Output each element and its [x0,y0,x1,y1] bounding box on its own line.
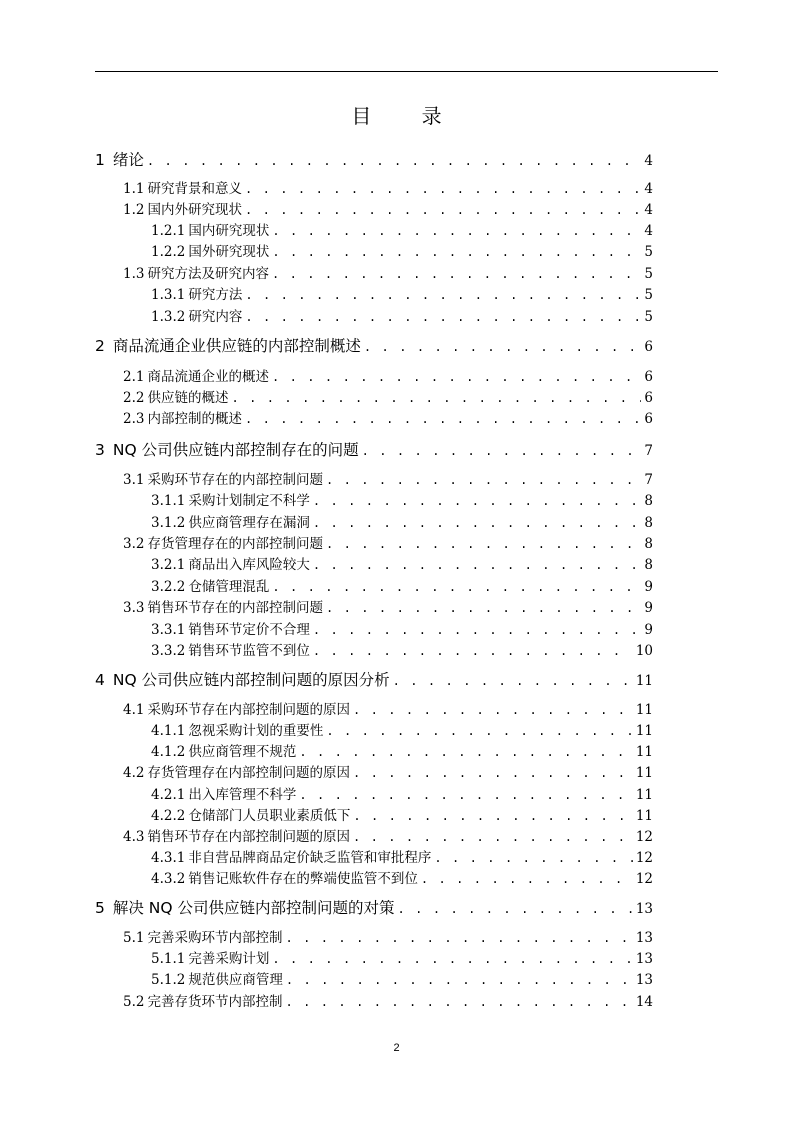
toc-dot-leader [313,490,642,512]
toc-entry[interactable] [151,241,653,263]
toc-entry-title: 采购计划制定不科学 [188,493,310,509]
toc-entry-page: 12 [635,829,653,845]
toc-entry[interactable] [123,826,653,848]
toc-entry[interactable] [95,667,653,693]
toc-entry[interactable] [151,805,653,827]
toc-entry-number: 5.2 [123,994,145,1010]
toc-dot-leader [285,927,632,949]
toc-entry-page: 4 [644,153,653,169]
toc-entry[interactable] [95,147,653,173]
toc-dot-leader [326,720,632,742]
toc-entry-title: NQ 公司供应链内部控制问题的原因分析 [112,671,390,689]
toc-entry-title: 商品流通企业供应链的内部控制概述 [112,337,361,355]
page-number: 2 [393,1042,400,1054]
toc-entry-title: 销售环节定价不合理 [188,622,310,638]
toc-entry[interactable] [123,178,653,200]
toc-entry-number: 1.3 [123,266,145,282]
toc-entry-number: 4.2.2 [151,808,186,824]
toc-title: 目 录 [351,104,464,128]
toc-entry-number: 4.2.1 [151,787,186,803]
toc-entry-number: 3.1.1 [151,493,186,509]
toc-dot-leader [313,640,633,662]
toc-entry-page: 9 [644,579,653,595]
toc-entry-page: 13 [635,972,653,988]
toc-entry[interactable] [151,969,653,991]
toc-entry-title: 存货管理存在内部控制问题的原因 [147,765,350,781]
toc-entry-title: 国内外研究现状 [147,202,242,218]
toc-entry-page: 5 [644,266,653,282]
toc-dot-leader [326,597,641,619]
toc-entry-number: 1.2 [123,202,145,218]
toc-entry[interactable] [123,469,653,491]
toc-entry-page: 5 [644,309,653,325]
toc-dot-leader [353,762,633,784]
toc-entry-page: 10 [635,643,653,659]
toc-entry-number: 4.3 [123,829,145,845]
toc-entry[interactable] [151,284,653,306]
toc-entry[interactable] [151,306,653,328]
toc-dot-leader [272,220,641,242]
toc-entry[interactable] [151,720,653,742]
toc-dot-leader [245,306,641,328]
toc-entry-number: 5.1.2 [151,972,186,988]
toc-entry-title: 国外研究现状 [188,244,270,260]
toc-entry-page: 6 [644,390,653,406]
toc-entry-title: 销售记账软件存在的弊端使监管不到位 [188,871,418,887]
toc-entry[interactable] [151,847,653,869]
toc-entry[interactable] [151,576,653,598]
toc-entry-page: 6 [644,411,653,427]
toc-entry-page: 8 [644,536,653,552]
toc-entry-page: 4 [644,202,653,218]
toc-dot-leader [245,178,641,200]
toc-entry-page: 11 [635,723,653,739]
toc-entry-number: 3.2 [123,536,145,552]
toc-entry-page: 11 [635,673,653,689]
toc-entry-title: 销售环节监管不到位 [188,643,310,659]
toc-entry[interactable] [123,927,653,949]
toc-dot-leader [326,469,641,491]
toc-entry[interactable] [151,220,653,242]
toc-entry[interactable] [151,619,653,641]
toc-entry-page: 7 [644,443,653,459]
toc-entry-number: 1.3.1 [151,287,186,303]
toc-dot-leader [299,741,632,763]
toc-entry[interactable] [123,199,653,221]
toc-entry-title: 仓储部门人员职业素质低下 [188,808,351,824]
toc-entry-number: 3.1.2 [151,515,186,531]
toc-dot-leader [272,948,632,970]
toc-entry-title: 规范供应商管理 [188,972,283,988]
toc-entry-title: 研究方法 [188,287,243,303]
toc-entry-number: 1.1 [123,181,145,197]
toc-entry-page: 8 [644,557,653,573]
toc-entry-number: 3.2.2 [151,579,186,595]
toc-dot-leader [245,408,641,430]
toc-entry-number: 4.2 [123,765,145,781]
toc-entry-title: 仓储管理混乱 [188,579,270,595]
toc-dot-leader [362,438,642,463]
toc-entry-title: 内部控制的概述 [147,411,242,427]
toc-entry[interactable] [123,533,653,555]
toc-entry-title: 研究内容 [188,309,243,325]
toc-entry-title: 出入库管理不科学 [188,787,297,803]
toc-dot-leader [313,554,642,576]
toc-dot-leader [313,619,642,641]
toc-entry-title: 商品出入库风险较大 [188,557,310,573]
toc-entry-number: 2.3 [123,411,145,427]
header-rule [95,71,718,72]
toc-dot-leader [272,366,641,388]
toc-dot-leader [299,784,632,806]
toc-entry-title: 绪论 [112,151,144,169]
toc-entry-title: 存货管理存在的内部控制问题 [147,536,323,552]
toc-entry-title: 研究背景和意义 [147,181,242,197]
toc-entry-page: 9 [644,622,653,638]
toc-entry[interactable] [123,597,653,619]
toc-entry-number: 3.3.2 [151,643,186,659]
toc-entry[interactable] [95,895,653,921]
toc-dot-leader [272,576,641,598]
toc-dot-leader [245,199,641,221]
toc-entry-number: 4.1 [123,702,145,718]
toc-dot-leader [364,334,642,359]
toc-entry[interactable] [123,762,653,784]
toc-dot-leader [272,241,641,263]
toc-dot-leader [421,868,633,890]
toc-dot-leader [353,699,633,721]
toc-entry-number: 3.3.1 [151,622,186,638]
toc-entry[interactable] [151,784,653,806]
toc-dot-leader [353,826,633,848]
toc-entry[interactable] [151,868,653,890]
toc-entry-page: 7 [644,472,653,488]
toc-entry-title: 采购环节存在内部控制问题的原因 [147,702,350,718]
toc-entry-page: 12 [635,850,653,866]
toc-dot-leader [231,387,641,409]
toc-entry-number: 5.1 [123,930,145,946]
toc-entry-title: 研究方法及研究内容 [147,266,269,282]
toc-dot-leader [326,533,641,555]
toc-entry-number: 5.1.1 [151,951,186,967]
toc-dot-leader [272,263,641,285]
toc-entry-title: 非自营品牌商品定价缺乏监管和审批程序 [188,850,432,866]
toc-entry[interactable] [151,512,653,534]
toc-entry[interactable] [123,991,653,1013]
toc-entry-title: NQ 公司供应链内部控制存在的问题 [112,441,359,459]
toc-dot-leader [313,512,642,534]
toc-entry-number: 2 [95,337,105,355]
toc-entry-page: 9 [644,600,653,616]
toc-entry[interactable] [123,699,653,721]
toc-entry-page: 5 [644,244,653,260]
toc-entry-page: 12 [635,871,653,887]
toc-dot-leader [434,847,632,869]
toc-entry-page: 11 [635,765,653,781]
toc-entry[interactable] [151,640,653,662]
toc-entry-title: 忽视采购计划的重要性 [188,723,324,739]
toc-entry-number: 1.3.2 [151,309,186,325]
toc-entry-page: 8 [644,515,653,531]
toc-entry-page: 13 [635,901,653,917]
toc-entry-page: 11 [635,702,653,718]
toc-entry-title: 完善存货环节内部控制 [147,994,283,1010]
toc-entry-number: 1.2.2 [151,244,186,260]
toc-entry-number: 1.2.1 [151,223,186,239]
toc-entry-page: 14 [635,994,653,1010]
toc-entry-page: 5 [644,287,653,303]
toc-entry[interactable] [151,554,653,576]
toc-entry-title: 完善采购计划 [188,951,270,967]
toc-entry[interactable] [123,408,653,430]
toc-entry-page: 11 [635,787,653,803]
toc-entry[interactable] [123,387,653,409]
toc-entry[interactable] [151,741,653,763]
toc-entry-number: 2.2 [123,390,145,406]
toc-entry-title: 供应链的概述 [147,390,229,406]
toc-entry-page: 4 [644,181,653,197]
toc-entry-title: 销售环节存在的内部控制问题 [147,600,323,616]
toc-entry-title: 商品流通企业的概述 [147,369,269,385]
toc-entry-number: 4 [95,671,105,689]
toc-entry-page: 13 [635,930,653,946]
toc-dot-leader [398,896,633,921]
toc-entry-page: 6 [644,339,653,355]
toc-entry-number: 3.3 [123,600,145,616]
toc-entry-title: 解决 NQ 公司供应链内部控制问题的对策 [112,899,395,917]
toc-entry-title: 销售环节存在内部控制问题的原因 [147,829,350,845]
toc-entry-number: 4.3.2 [151,871,186,887]
toc-entry-number: 1 [95,151,105,169]
toc-entry-number: 2.1 [123,369,145,385]
toc-entry-page: 11 [635,744,653,760]
toc-entry-page: 11 [635,808,653,824]
toc-entry-number: 3.2.1 [151,557,186,573]
toc-entry[interactable] [95,333,653,359]
toc-dot-leader [147,148,642,173]
toc-entry-title: 供应商管理不规范 [188,744,297,760]
toc-dot-leader [393,668,633,693]
toc-dot-leader [353,805,632,827]
toc-entry-number: 4.1.2 [151,744,186,760]
toc-entry[interactable] [151,490,653,512]
toc-entry-number: 5 [95,899,105,917]
toc-entry-title: 完善采购环节内部控制 [147,930,283,946]
toc-entry-page: 8 [644,493,653,509]
toc-entry-number: 3.1 [123,472,145,488]
toc-dot-leader [286,969,633,991]
toc-entry-title: 采购环节存在的内部控制问题 [147,472,323,488]
toc-entry[interactable] [123,366,653,388]
toc-dot-leader [245,284,641,306]
toc-entry[interactable] [151,948,653,970]
toc-entry-title: 供应商管理存在漏洞 [188,515,310,531]
toc-entry-number: 3 [95,441,105,459]
toc-entry-page: 4 [644,223,653,239]
toc-entry[interactable] [95,437,653,463]
toc-dot-leader [285,991,632,1013]
toc-entry-page: 13 [635,951,653,967]
toc-entry-page: 6 [644,369,653,385]
toc-entry[interactable] [123,263,653,285]
toc-entry-number: 4.3.1 [151,850,186,866]
toc-entry-title: 国内研究现状 [188,223,270,239]
toc-entry-number: 4.1.1 [151,723,186,739]
